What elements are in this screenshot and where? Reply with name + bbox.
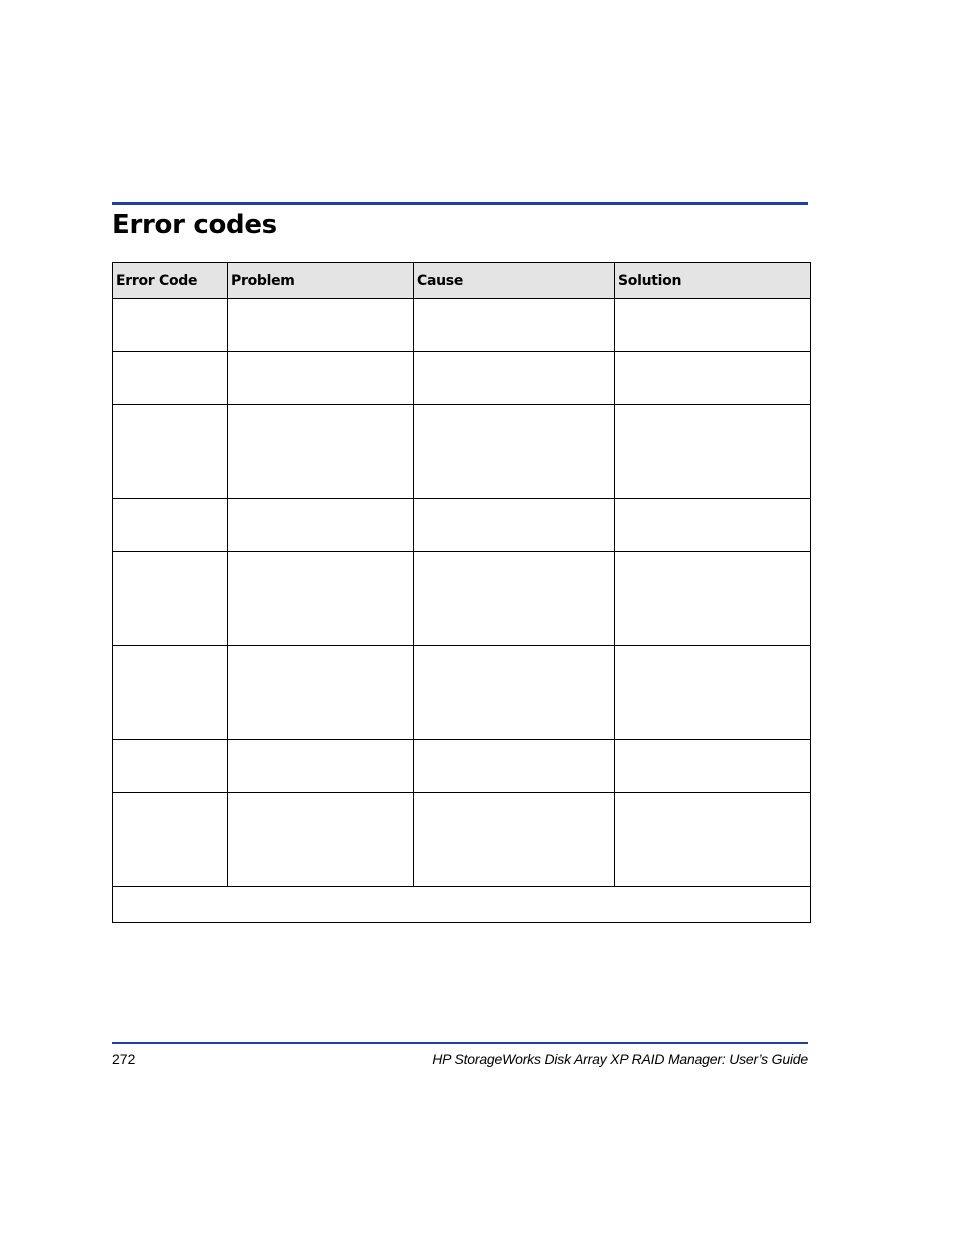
table-row: [113, 405, 811, 499]
cell-error-code: [113, 793, 228, 887]
cell-solution: [615, 405, 811, 499]
header-solution: Solution: [615, 263, 811, 299]
table-footnote: [113, 887, 811, 923]
cell-problem: [228, 740, 414, 793]
cell-problem: [228, 405, 414, 499]
cell-error-code: [113, 552, 228, 646]
cell-solution: [615, 499, 811, 552]
cell-cause: [414, 646, 615, 740]
error-codes-table: [112, 262, 811, 923]
cell-problem: [228, 299, 414, 352]
cell-solution: [615, 740, 811, 793]
cell-error-code: [113, 405, 228, 499]
table-row: [113, 793, 811, 887]
cell-solution: [615, 552, 811, 646]
table-row: [113, 352, 811, 405]
cell-solution: [615, 352, 811, 405]
cell-cause: [414, 793, 615, 887]
table-row: [113, 299, 811, 352]
title-rule: [112, 202, 808, 205]
cell-problem: [228, 352, 414, 405]
page-number: 272: [112, 1051, 136, 1067]
cell-cause: [414, 499, 615, 552]
cell-cause: [414, 405, 615, 499]
table-row: [113, 499, 811, 552]
running-footer-title: HP StorageWorks Disk Array XP RAID Manager: User’s Guide: [432, 1051, 808, 1067]
page-title: Error codes: [112, 210, 277, 240]
cell-error-code: [113, 499, 228, 552]
cell-cause: [414, 552, 615, 646]
cell-cause: [414, 352, 615, 405]
cell-cause: [414, 299, 615, 352]
cell-solution: [615, 299, 811, 352]
footer-rule: [112, 1042, 808, 1044]
cell-problem: [228, 552, 414, 646]
cell-solution: [615, 646, 811, 740]
table-row: [113, 740, 811, 793]
table-row: [113, 646, 811, 740]
cell-cause: [414, 740, 615, 793]
cell-error-code: [113, 740, 228, 793]
table-footer-row: [113, 887, 811, 923]
cell-solution: [615, 793, 811, 887]
header-problem: Problem: [228, 263, 414, 299]
cell-error-code: [113, 299, 228, 352]
table-header-row: [113, 263, 811, 299]
table-row: [113, 552, 811, 646]
cell-problem: [228, 793, 414, 887]
cell-error-code: [113, 352, 228, 405]
cell-problem: [228, 646, 414, 740]
cell-problem: [228, 499, 414, 552]
header-error-code: Error Code: [113, 263, 228, 299]
header-cause: Cause: [414, 263, 615, 299]
cell-error-code: [113, 646, 228, 740]
